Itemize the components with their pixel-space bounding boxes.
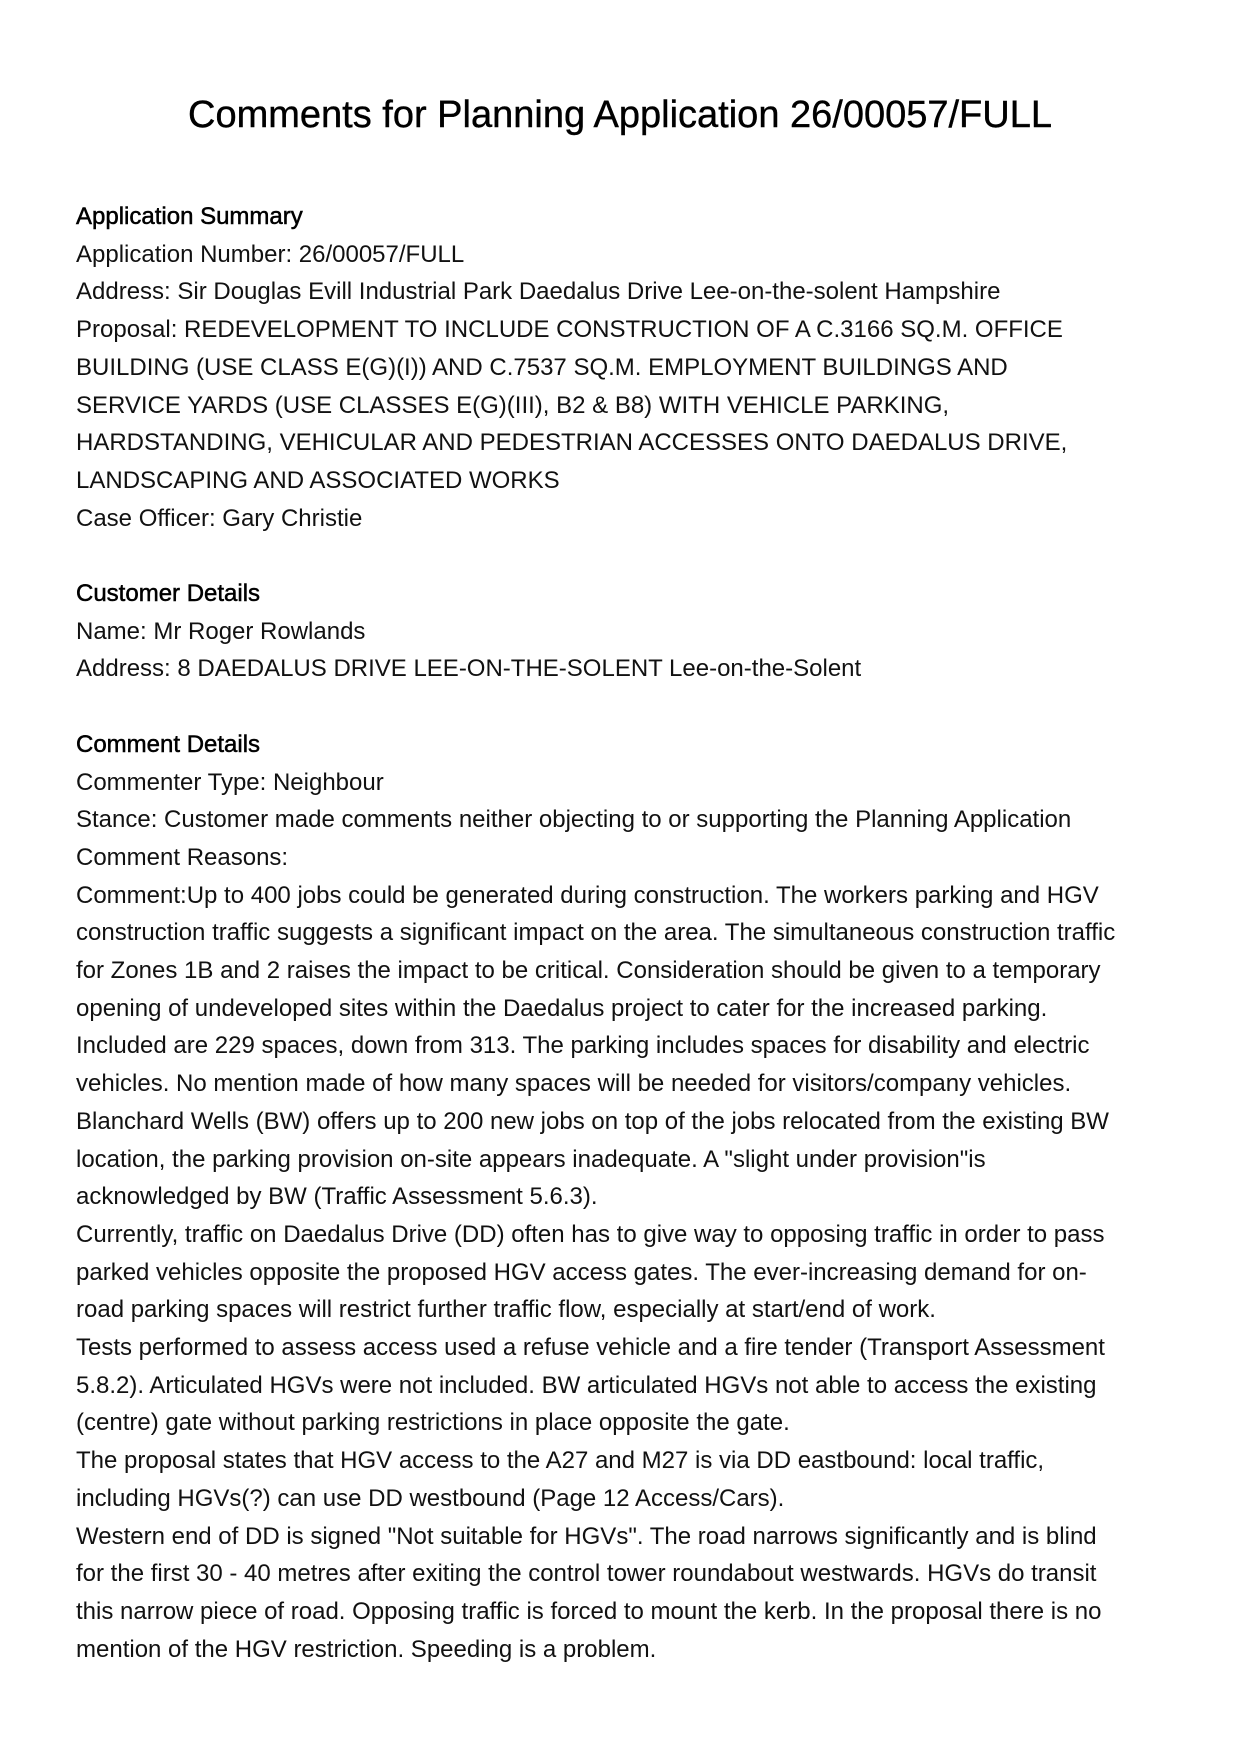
comment-line: Western end of DD is signed "Not suitable for HGVs". The road narrows significantly and is blind (76, 1522, 1097, 1550)
proposal-line: SERVICE YARDS (USE CLASSES E(G)(III), B2 & B8) WITH VEHICLE PARKING, (76, 391, 950, 419)
comment-line: Included are 229 spaces, down from 313. The parking includes spaces for disability and electric (76, 1032, 1090, 1060)
comment-line: opening of undeveloped sites within the Daedalus project to cater for the increased parking. (76, 994, 1048, 1022)
comment-line: including HGVs(?) can use DD westbound (Page 12 Access/Cars). (76, 1484, 785, 1512)
comment-line: location, the parking provision on-site appears inadequate. A "slight under provision"is (76, 1145, 986, 1173)
comment-line: construction traffic suggests a significant impact on the area. The simultaneous construction traffic (76, 919, 1116, 947)
application-summary-section (76, 198, 1176, 537)
comment-reasons: Comment Reasons: (76, 843, 289, 871)
comment-line: 5.8.2). Articulated HGVs were not included. BW articulated HGVs not able to access the existing (76, 1371, 1097, 1399)
comment-details-heading: Comment Details (76, 730, 261, 758)
comment-line: for the first 30 - 40 metres after exiting the control tower roundabout westwards. HGVs do transit (76, 1560, 1097, 1588)
stance: Stance: Customer made comments neither objecting to or supporting the Planning Application (76, 806, 1072, 834)
page-title: Comments for Planning Application 26/00057/FULL (188, 94, 1052, 136)
proposal-line: HARDSTANDING, VEHICULAR AND PEDESTRIAN ACCESSES ONTO DAEDALUS DRIVE, (76, 429, 1068, 457)
comment-line: (centre) gate without parking restrictions in place opposite the gate. (76, 1409, 790, 1437)
comment-line: Comment:Up to 400 jobs could be generated during construction. The workers parking and HGV (76, 881, 1099, 909)
application-number: Application Number: 26/00057/FULL (76, 240, 465, 268)
comment-line: The proposal states that HGV access to the A27 and M27 is via DD eastbound: local traffic, (76, 1447, 1045, 1475)
comment-line: acknowledged by BW (Traffic Assessment 5.6.3). (76, 1183, 598, 1211)
comment-text (76, 877, 1176, 1669)
customer-address: Address: 8 DAEDALUS DRIVE LEE-ON-THE-SOLENT Lee-on-the-Solent (76, 655, 862, 683)
comment-line: for Zones 1B and 2 raises the impact to be critical. Consideration should be given to a temporary (76, 957, 1101, 985)
commenter-type: Commenter Type: Neighbour (76, 768, 384, 796)
application-summary-heading: Application Summary (76, 203, 303, 230)
customer-details-heading: Customer Details (76, 580, 261, 608)
customer-details-section (76, 575, 1176, 688)
case-officer: Case Officer: Gary Christie (76, 504, 363, 532)
comment-line: vehicles. No mention made of how many spaces will be needed for visitors/company vehicles. (76, 1070, 1072, 1098)
customer-name: Name: Mr Roger Rowlands (76, 617, 366, 645)
comment-line: parked vehicles opposite the proposed HGV access gates. The ever-increasing demand for on- (76, 1258, 1087, 1286)
comment-details-section (76, 726, 1176, 1669)
comment-line: Blanchard Wells (BW) offers up to 200 new jobs on top of the jobs relocated from the existing BW (76, 1107, 1109, 1135)
document-body (76, 198, 1176, 1706)
comment-line: this narrow piece of road. Opposing traffic is forced to mount the kerb. In the proposal there is no (76, 1597, 1102, 1625)
comment-line: road parking spaces will restrict further traffic flow, especially at start/end of work. (76, 1296, 936, 1324)
comment-line: Currently, traffic on Daedalus Drive (DD) often has to give way to opposing traffic in order to pass (76, 1220, 1105, 1248)
application-address: Address: Sir Douglas Evill Industrial Park Daedalus Drive Lee-on-the-solent Hampshire (76, 278, 1001, 306)
proposal-line: LANDSCAPING AND ASSOCIATED WORKS (76, 466, 560, 494)
comment-line: mention of the HGV restriction. Speeding is a problem. (76, 1635, 657, 1663)
comment-line: Tests performed to assess access used a refuse vehicle and a fire tender (Transport Assessment (76, 1334, 1105, 1362)
proposal-line: BUILDING (USE CLASS E(G)(I)) AND C.7537 SQ.M. EMPLOYMENT BUILDINGS AND (76, 353, 1008, 381)
proposal-line: Proposal: REDEVELOPMENT TO INCLUDE CONSTRUCTION OF A C.3166 SQ.M. OFFICE (76, 316, 1063, 344)
